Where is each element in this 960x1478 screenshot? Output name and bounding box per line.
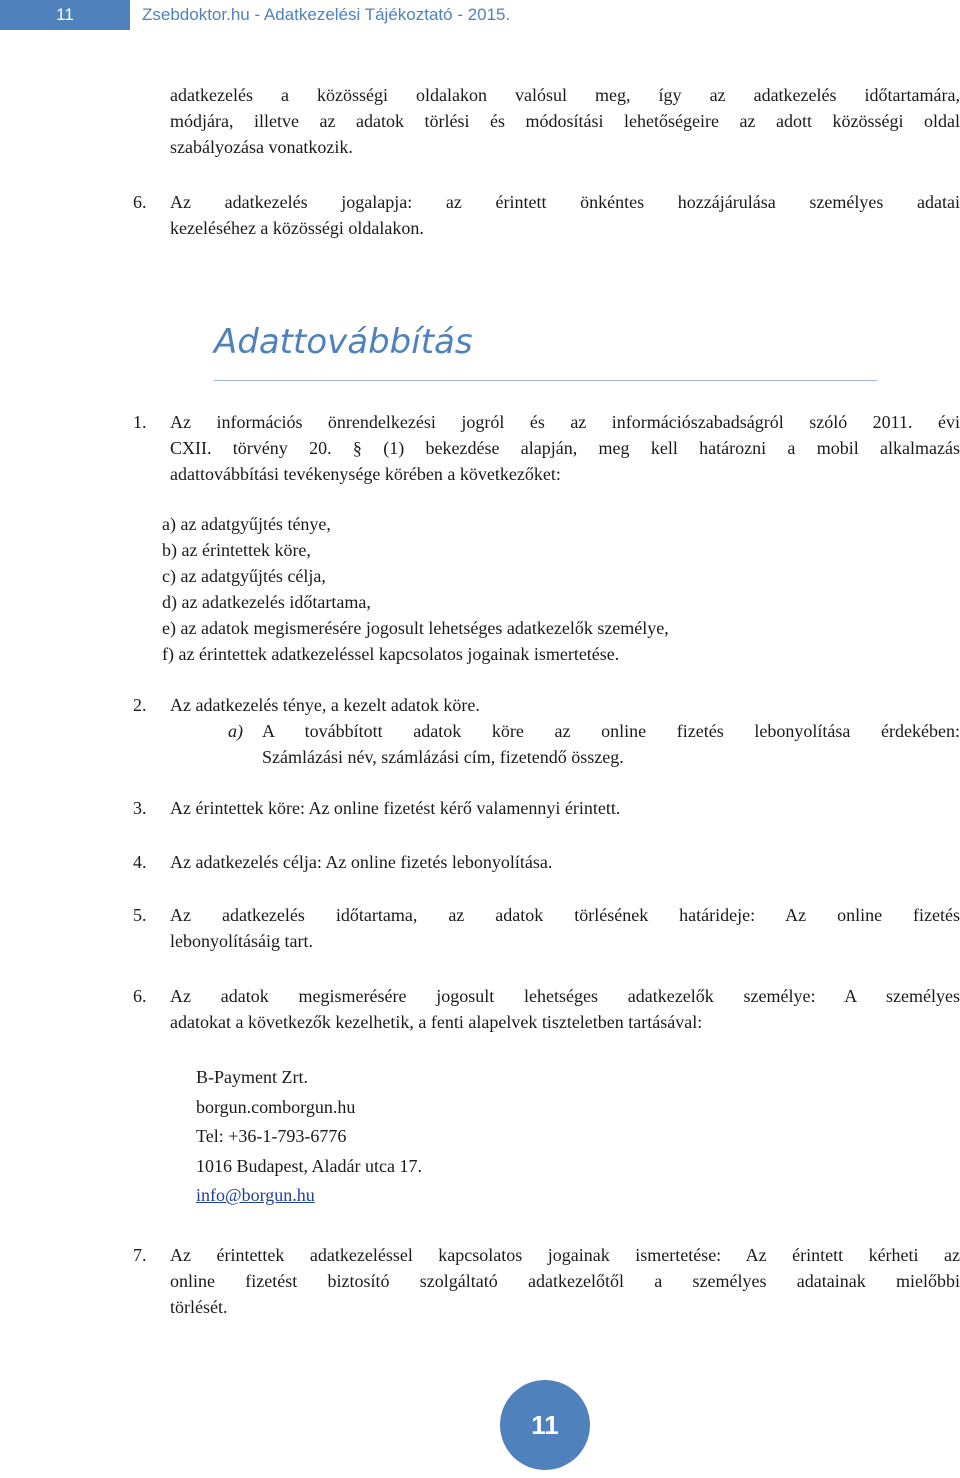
list-item: d) az adatkezelés időtartama, — [162, 592, 371, 612]
paragraph-line: törlését. — [170, 1297, 228, 1317]
rights-paragraph — [170, 1242, 960, 1320]
header-title: Zsebdoktor.hu - Adatkezelési Tájékoztató - 2015. — [142, 5, 511, 24]
page-header — [0, 0, 960, 30]
controllers-paragraph — [170, 983, 960, 1035]
data-fact-paragraph — [170, 692, 480, 718]
item-number: 6. — [133, 192, 147, 212]
contact-block — [196, 1063, 422, 1211]
paragraph-line: kezeléséhez a közösségi oldalakon. — [170, 218, 424, 238]
item-number: 1. — [133, 412, 147, 432]
company-website: borgun.comborgun.hu — [196, 1096, 356, 1117]
paragraph-line: Az érintettek köre: Az online fizetést kérő valamennyi érintett. — [170, 798, 621, 818]
company-phone: Tel: +36-1-793-6776 — [196, 1126, 347, 1146]
sub-item-letter: a) — [228, 721, 243, 741]
paragraph-line: Számlázási név, számlázási cím, fizetendő összeg. — [262, 747, 624, 767]
footer-page-number: 11 — [500, 1380, 590, 1470]
law-paragraph — [170, 409, 960, 487]
header-page-number: 11 — [0, 0, 130, 30]
paragraph-line: lebonyolításáig tart. — [170, 931, 313, 951]
item-number: 5. — [133, 905, 147, 925]
paragraph-line: Az érintettek adatkezeléssel kapcsolatos jogainak ismertetése: Az érintett kérheti az — [170, 1245, 960, 1265]
list-item: b) az érintettek köre, — [162, 540, 311, 560]
section-divider — [214, 380, 877, 381]
list-item: e) az adatok megismerésére jogosult lehetséges adatkezelők személye, — [162, 618, 669, 638]
paragraph-line: Az adatkezelés jogalapja: az érintett önkéntes hozzájárulása személyes adatai — [170, 192, 960, 212]
affected-paragraph — [170, 795, 620, 821]
company-address: 1016 Budapest, Aladár utca 17. — [196, 1155, 422, 1176]
item-number: 3. — [133, 798, 147, 818]
section-title: Adattovábbítás — [214, 322, 473, 362]
item-number: 4. — [133, 852, 147, 872]
company-name: B-Payment Zrt. — [196, 1067, 308, 1087]
paragraph-line: A továbbított adatok köre az online fizetés lebonyolítása érdekében: — [262, 721, 960, 741]
paragraph-line: Az adatkezelés célja: Az online fizetés lebonyolítása. — [170, 852, 553, 872]
paragraph-line: online fizetést biztosító szolgáltató adatkezelőtől a személyes adatainak mielőbbi — [170, 1271, 960, 1291]
paragraph-line: Az adatkezelés ténye, a kezelt adatok köre. — [170, 695, 480, 715]
email-link[interactable]: info@borgun.hu — [196, 1185, 315, 1205]
legal-basis-paragraph — [170, 189, 960, 241]
intro-line: szabályozása vonatkozik. — [170, 137, 353, 157]
intro-paragraph — [170, 82, 960, 160]
purpose-paragraph — [170, 849, 552, 875]
item-number: 7. — [133, 1245, 147, 1265]
paragraph-line: Az adatkezelés időtartama, az adatok törlésének határideje: Az online fizetés — [170, 905, 960, 925]
item-number: 6. — [133, 986, 147, 1006]
paragraph-line: Az adatok megismerésére jogosult lehetséges adatkezelők személye: A személyes — [170, 986, 960, 1006]
item-number: 2. — [133, 695, 147, 715]
intro-line: módjára, illetve az adatok törlési és módosítási lehetőségeire az adott közösségi oldal — [170, 111, 960, 131]
list-item: a) az adatgyűjtés ténye, — [162, 514, 331, 534]
paragraph-line: adattovábbítási tevékenysége körében a következőket: — [170, 464, 561, 484]
list-item: f) az érintettek adatkezeléssel kapcsolatos jogainak ismertetése. — [162, 644, 620, 664]
requirements-list — [162, 511, 669, 667]
list-item: c) az adatgyűjtés célja, — [162, 566, 326, 586]
paragraph-line: CXII. törvény 20. § (1) bekezdése alapján, meg kell határozni a mobil alkalmazás — [170, 438, 960, 458]
paragraph-line: adatokat a következők kezelhetik, a fenti alapelvek tiszteletben tartásával: — [170, 1012, 703, 1032]
intro-line: adatkezelés a közösségi oldalakon valósul meg, így az adatkezelés időtartamára, — [170, 85, 960, 105]
paragraph-line: Az információs önrendelkezési jogról és az információszabadságról szóló 2011. évi — [170, 412, 960, 432]
duration-paragraph — [170, 902, 960, 954]
transferred-data-paragraph — [262, 718, 960, 770]
